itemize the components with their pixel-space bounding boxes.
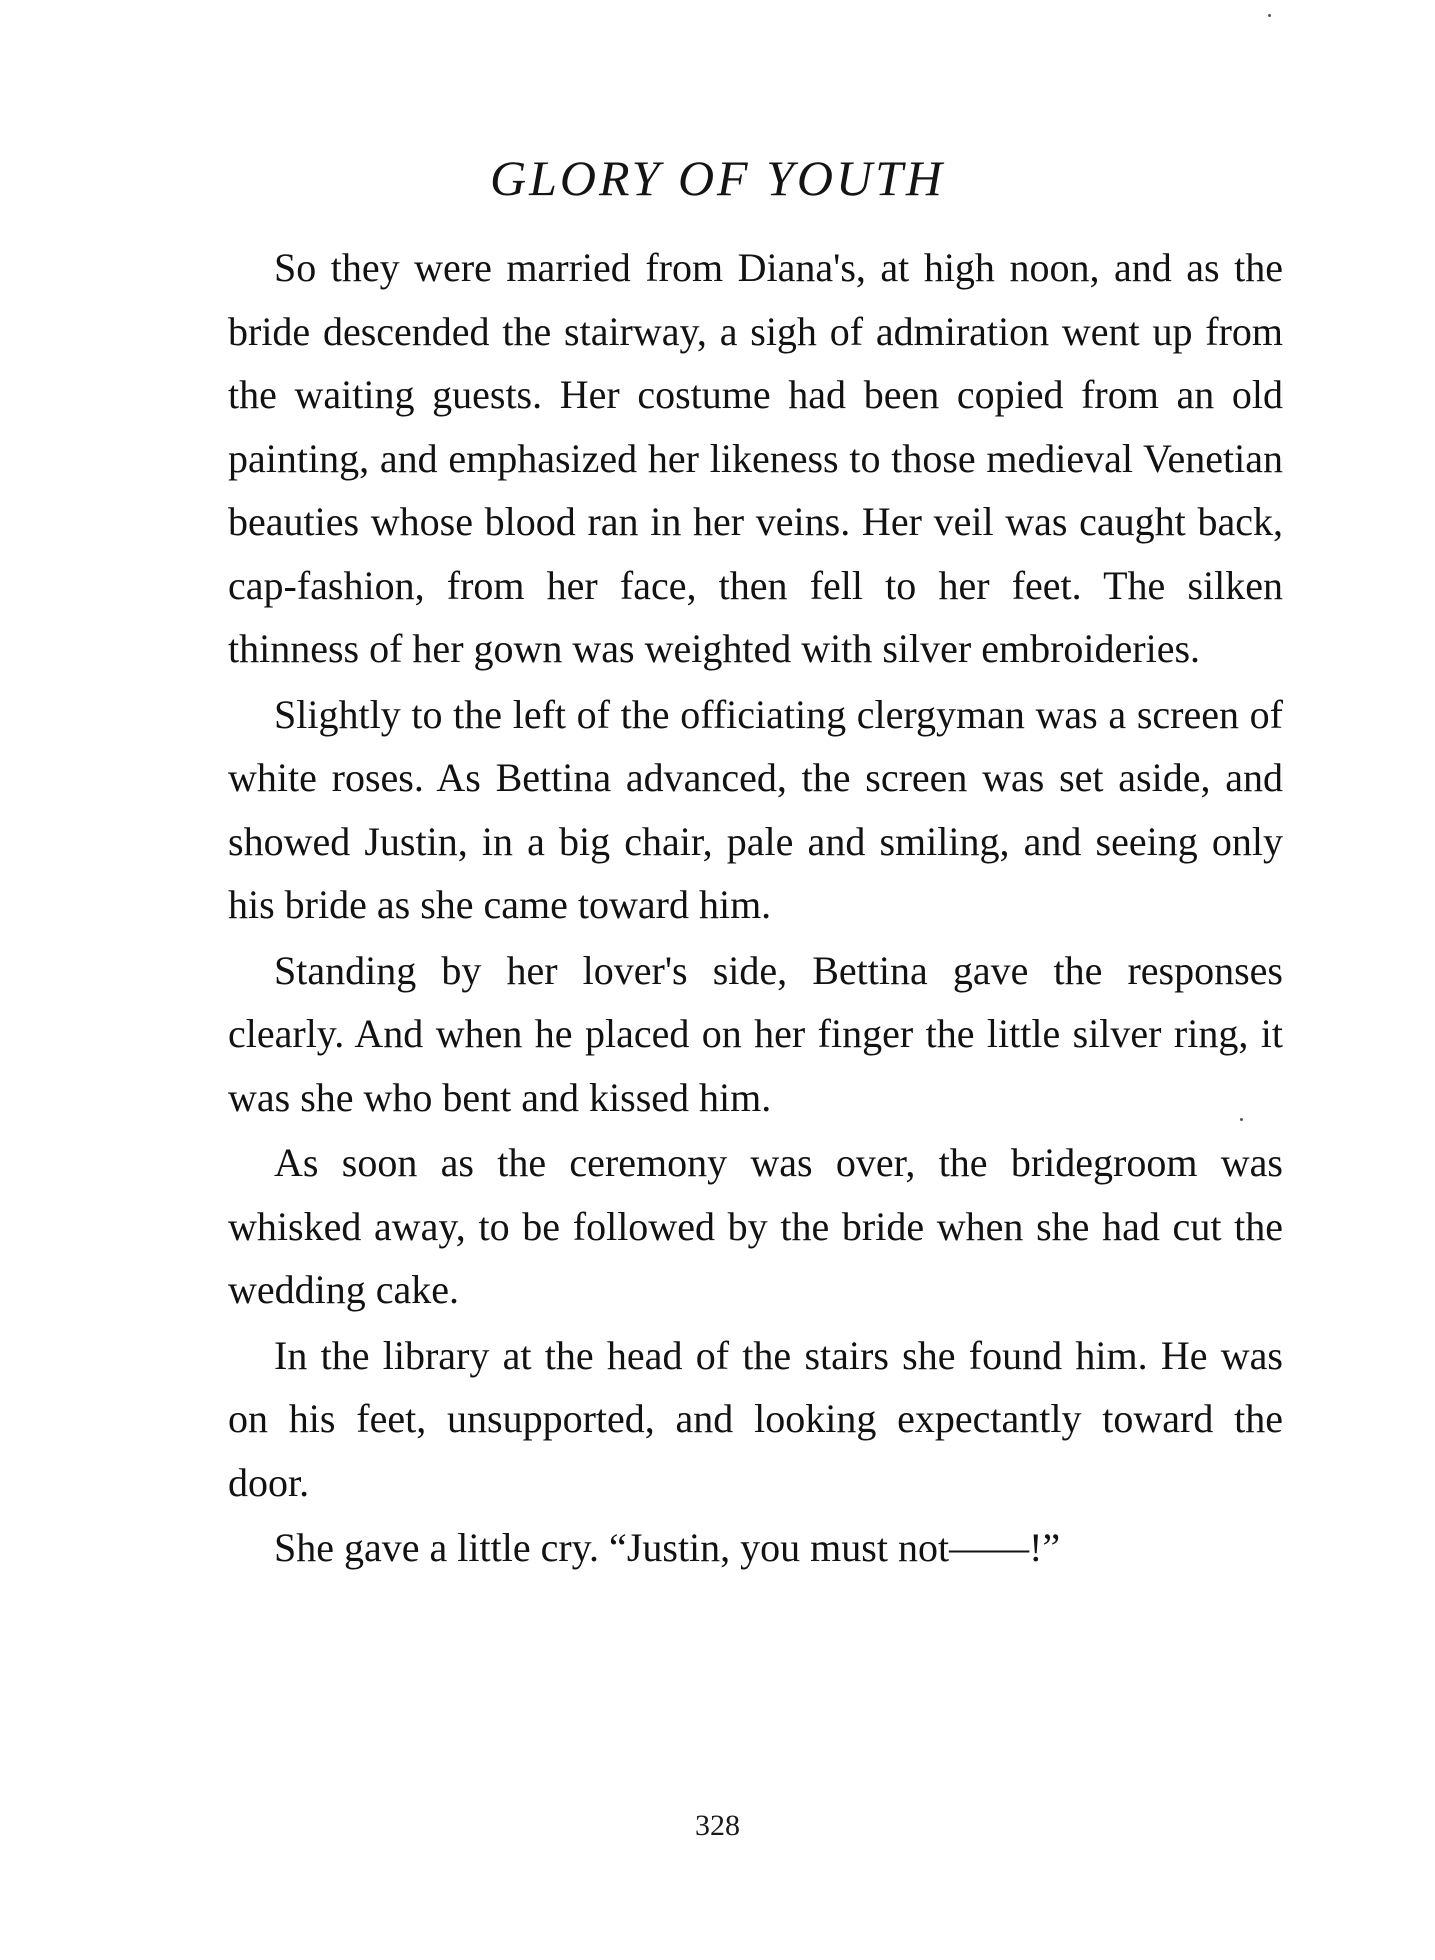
body-text xyxy=(228,236,1283,1582)
running-head: GLORY OF YOUTH xyxy=(489,150,946,206)
scan-speck xyxy=(1268,14,1271,17)
paragraph: In the library at the head of the stairs she found him. He was on his feet, unsupported, and looking expectantly toward the door. xyxy=(228,1332,1283,1505)
paragraph: So they were married from Diana's, at high noon, and as the bride descended the stairway, a sigh of admiration went up from the waiting guests. Her costume had been copied from an old painting, and emphasized her likeness to those medieval Venetian beauties whose blood ran in her veins. Her veil was caught back, cap-fashion, from her face, then fell to her feet. The silken thinness of her gown was weighted with silver embroideries. xyxy=(228,245,1283,671)
paragraph: As soon as the ceremony was over, the bridegroom was whisked away, to be followed by the bride when she had cut the wedding cake. xyxy=(228,1140,1283,1312)
paragraph: Standing by her lover's side, Bettina gave the responses clearly. And when he placed on her finger the little silver ring, it was she who bent and kissed him. xyxy=(228,947,1283,1120)
paragraph: Slightly to the left of the officiating clergyman was a screen of white roses. As Bettina advanced, the screen was set aside, and showed Justin, in a big chair, pale and smiling, and seeing only his bride as she came toward him. xyxy=(228,691,1283,927)
scan-speck xyxy=(1240,1118,1243,1121)
page-number: 328 xyxy=(695,1809,740,1842)
paragraph: She gave a little cry. “Justin, you must not——!” xyxy=(274,1525,1061,1570)
